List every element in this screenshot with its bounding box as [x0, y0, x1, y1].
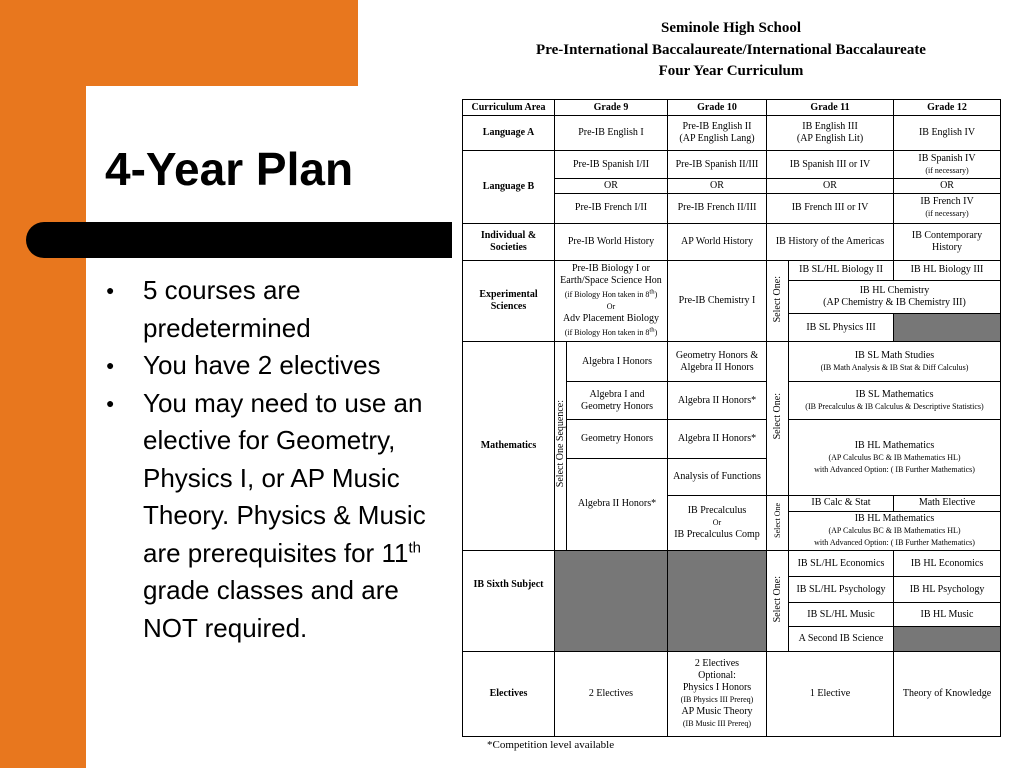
- program-name: Pre-International Baccalaureate/International Baccalaureate: [536, 41, 926, 58]
- table-cell: OR: [668, 179, 767, 194]
- table-cell: IB SL/HL Music: [789, 603, 894, 627]
- table-cell: IB HL Music: [894, 603, 1001, 627]
- area-cell: Mathematics: [463, 342, 555, 551]
- cell-line: Pre-IB English II: [682, 121, 752, 133]
- cell-note: (IB Math Analysis & IB Stat & Diff Calculus): [820, 362, 969, 372]
- cell-line: IB HL Chemistry: [859, 284, 930, 296]
- cell-note: Or: [606, 301, 616, 311]
- cell-note: (if necessary): [925, 165, 969, 175]
- unavailable-cell: [894, 627, 1001, 652]
- cell-line: (AP English Lang): [679, 133, 755, 145]
- bullet-superscript: th: [408, 538, 421, 556]
- cell-note: (IB Music III Prereq): [682, 719, 752, 729]
- table-cell: Pre-IB English I: [555, 116, 668, 151]
- cell-line: IB English III: [802, 121, 858, 133]
- cell-line: IB Precalculus: [687, 504, 747, 516]
- vertical-label: Select One Sequence:: [555, 400, 566, 488]
- table-header-row: [463, 100, 1001, 116]
- table-cell: Pre-IB Spanish I/II: [555, 151, 668, 179]
- table-cell: IB Spanish III or IV: [767, 151, 894, 179]
- header-cell: Grade 9: [555, 100, 668, 116]
- curriculum-table: [462, 99, 1001, 737]
- bullet-text: 5 courses are predetermined: [143, 275, 311, 343]
- select-one-label: [767, 495, 789, 550]
- table-cell: Pre-IB French II/III: [668, 194, 767, 223]
- table-cell: A Second IB Science: [789, 627, 894, 652]
- table-cell: Algebra II Honors*: [668, 420, 767, 458]
- cell-line: (AP English Lit): [796, 133, 864, 145]
- cell-line: Societies: [490, 241, 527, 253]
- school-name: Seminole High School: [660, 20, 802, 36]
- table-cell: [789, 420, 1001, 495]
- cell-line: Optional:: [698, 670, 736, 682]
- cell-line: AP Music Theory: [681, 706, 753, 718]
- cell-line: Experimental: [479, 288, 538, 300]
- table-cell: Pre-IB World History: [555, 223, 668, 260]
- table-cell: Geometry Honors: [567, 420, 668, 458]
- cell-note: with Advanced Option: ( IB Further Mathematics): [814, 537, 975, 547]
- table-cell: 1 Elective: [767, 652, 894, 737]
- document-header: [462, 18, 1000, 83]
- select-one-label: [767, 260, 789, 341]
- table-cell: IB SL Physics III: [789, 313, 894, 341]
- table-cell: OR: [767, 179, 894, 194]
- cell-line: IB HL Mathematics: [854, 512, 935, 524]
- area-cell: Language A: [463, 116, 555, 151]
- cell-line: Earth/Space Science Hon: [560, 275, 662, 287]
- table-row: [463, 652, 1001, 737]
- cell-note: (if necessary): [925, 209, 969, 219]
- select-sequence-label: [555, 342, 567, 551]
- note-text: (if Biology Hon taken in 8: [564, 327, 650, 337]
- cell-line: Physics I Honors: [682, 682, 752, 694]
- cell-line: Pre-IB Biology I or: [571, 263, 651, 275]
- header-cell: Grade 11: [767, 100, 894, 116]
- table-cell: Pre-IB Spanish II/III: [668, 151, 767, 179]
- table-cell: Math Elective: [894, 495, 1001, 511]
- table-cell: IB HL Biology III: [894, 260, 1001, 280]
- table-cell: AP World History: [668, 223, 767, 260]
- table-cell: [668, 652, 767, 737]
- table-cell: [567, 382, 668, 420]
- table-row: [463, 260, 1001, 280]
- cell-line: IB SL Math Studies: [854, 349, 935, 361]
- cell-line: Geometry Honors &: [675, 349, 759, 361]
- select-one-label: [767, 551, 789, 652]
- area-cell: [463, 260, 555, 341]
- table-cell: [767, 116, 894, 151]
- bullet-text: grade classes and are NOT required.: [143, 575, 399, 643]
- cell-note: (IB Physics III Prereq): [680, 695, 754, 705]
- cell-line: IB Contemporary: [911, 229, 983, 241]
- table-cell: Algebra II Honors*: [668, 382, 767, 420]
- table-cell: [668, 116, 767, 151]
- table-cell: [894, 194, 1001, 223]
- table-row: [463, 223, 1001, 260]
- table-cell: Algebra I Honors: [567, 342, 668, 382]
- table-cell: IB History of the Americas: [767, 223, 894, 260]
- title-underline-bar: [26, 222, 452, 258]
- cell-line: Algebra I and: [589, 388, 645, 400]
- slide-title: 4-Year Plan: [105, 143, 354, 195]
- table-cell: Pre-IB French I/II: [555, 194, 668, 223]
- area-cell: IB Sixth Subject: [463, 551, 555, 652]
- table-cell: [555, 260, 668, 341]
- vertical-label: Select One:: [771, 576, 783, 623]
- cell-line: Geometry Honors: [581, 400, 653, 412]
- cell-note: Or: [712, 517, 722, 527]
- cell-note: (IB Precalculus & IB Calculus & Descriptive Statistics): [805, 401, 984, 411]
- bullet-item: [104, 385, 444, 648]
- cell-note: (AP Calculus BC & IB Mathematics HL): [828, 525, 961, 535]
- header-cell: Grade 12: [894, 100, 1001, 116]
- cell-line: Individual &: [480, 229, 537, 241]
- header-cell: Curriculum Area: [463, 100, 555, 116]
- vertical-label: Select One:: [771, 275, 783, 323]
- table-cell: IB HL Economics: [894, 551, 1001, 577]
- cell-line: (AP Chemistry & IB Chemistry III): [823, 296, 966, 308]
- unavailable-cell: [555, 551, 668, 652]
- area-cell: [463, 223, 555, 260]
- document-subtitle: Four Year Curriculum: [658, 63, 804, 79]
- table-cell: IB English IV: [894, 116, 1001, 151]
- table-cell: [668, 342, 767, 382]
- table-cell: [668, 495, 767, 550]
- cell-line: IB French IV: [920, 196, 974, 208]
- table-cell: 2 Electives: [555, 652, 668, 737]
- cell-line: 2 Electives: [694, 658, 740, 670]
- area-cell: Language B: [463, 151, 555, 223]
- table-cell: [894, 223, 1001, 260]
- footnote: *Competition level available: [487, 739, 615, 751]
- table-cell: [789, 511, 1001, 550]
- unavailable-cell: [894, 313, 1001, 341]
- table-cell: [894, 151, 1001, 179]
- table-cell: IB Calc & Stat: [789, 495, 894, 511]
- table-row: [463, 342, 1001, 382]
- header-cell: Grade 10: [668, 100, 767, 116]
- vertical-label: Select One: [772, 503, 782, 539]
- cell-note: (AP Calculus BC & IB Mathematics HL): [828, 452, 961, 462]
- note-text: ): [654, 289, 658, 299]
- bullet-list: [104, 272, 444, 647]
- table-cell: IB SL/HL Biology II: [789, 260, 894, 280]
- cell-note: with Advanced Option: ( IB Further Mathematics): [814, 464, 975, 474]
- cell-line: Adv Placement Biology: [562, 312, 660, 324]
- table-row: [463, 116, 1001, 151]
- note-text: ): [654, 327, 658, 337]
- table-cell: OR: [894, 179, 1001, 194]
- table-cell: IB French III or IV: [767, 194, 894, 223]
- table-cell: Algebra II Honors*: [567, 458, 668, 550]
- table-cell: OR: [555, 179, 668, 194]
- cell-line: IB SL Mathematics: [855, 388, 934, 400]
- table-cell: Analysis of Functions: [668, 458, 767, 495]
- cell-line: IB HL Mathematics: [854, 439, 935, 451]
- select-one-label: [767, 342, 789, 496]
- vertical-label: Select One:: [771, 393, 783, 440]
- table-cell: [789, 382, 1001, 420]
- cell-note: [565, 290, 658, 299]
- table-cell: IB SL/HL Economics: [789, 551, 894, 577]
- table-cell: [789, 342, 1001, 382]
- table-row: [463, 151, 1001, 179]
- cell-line: Algebra II Honors: [680, 361, 754, 373]
- bullet-text: You may need to use an elective for Geometry, Physics I, or AP Music Theory. Physics & Music are prerequisites for 11: [143, 387, 426, 568]
- bullet-item: [104, 272, 444, 347]
- table-row: [463, 551, 1001, 577]
- bullet-item: [104, 347, 444, 385]
- cell-line: Sciences: [490, 300, 527, 312]
- note-sup: th: [649, 288, 655, 296]
- cell-line: IB Spanish IV: [918, 152, 976, 164]
- table-cell: Theory of Knowledge: [894, 652, 1001, 737]
- note-sup: th: [649, 325, 655, 333]
- table-cell: IB SL/HL Psychology: [789, 577, 894, 603]
- table-cell: IB HL Psychology: [894, 577, 1001, 603]
- cell-note: [564, 325, 658, 337]
- unavailable-cell: [668, 551, 767, 652]
- table-cell: Pre-IB Chemistry I: [668, 260, 767, 341]
- orange-accent-left: [0, 0, 86, 768]
- area-cell: Electives: [463, 652, 555, 737]
- table-cell: [789, 280, 1001, 313]
- bullet-text: You have 2 electives: [143, 350, 381, 380]
- cell-line: History: [932, 241, 963, 253]
- cell-line: IB Precalculus Comp: [674, 528, 760, 540]
- note-text: (if Biology Hon taken in 8: [564, 289, 650, 299]
